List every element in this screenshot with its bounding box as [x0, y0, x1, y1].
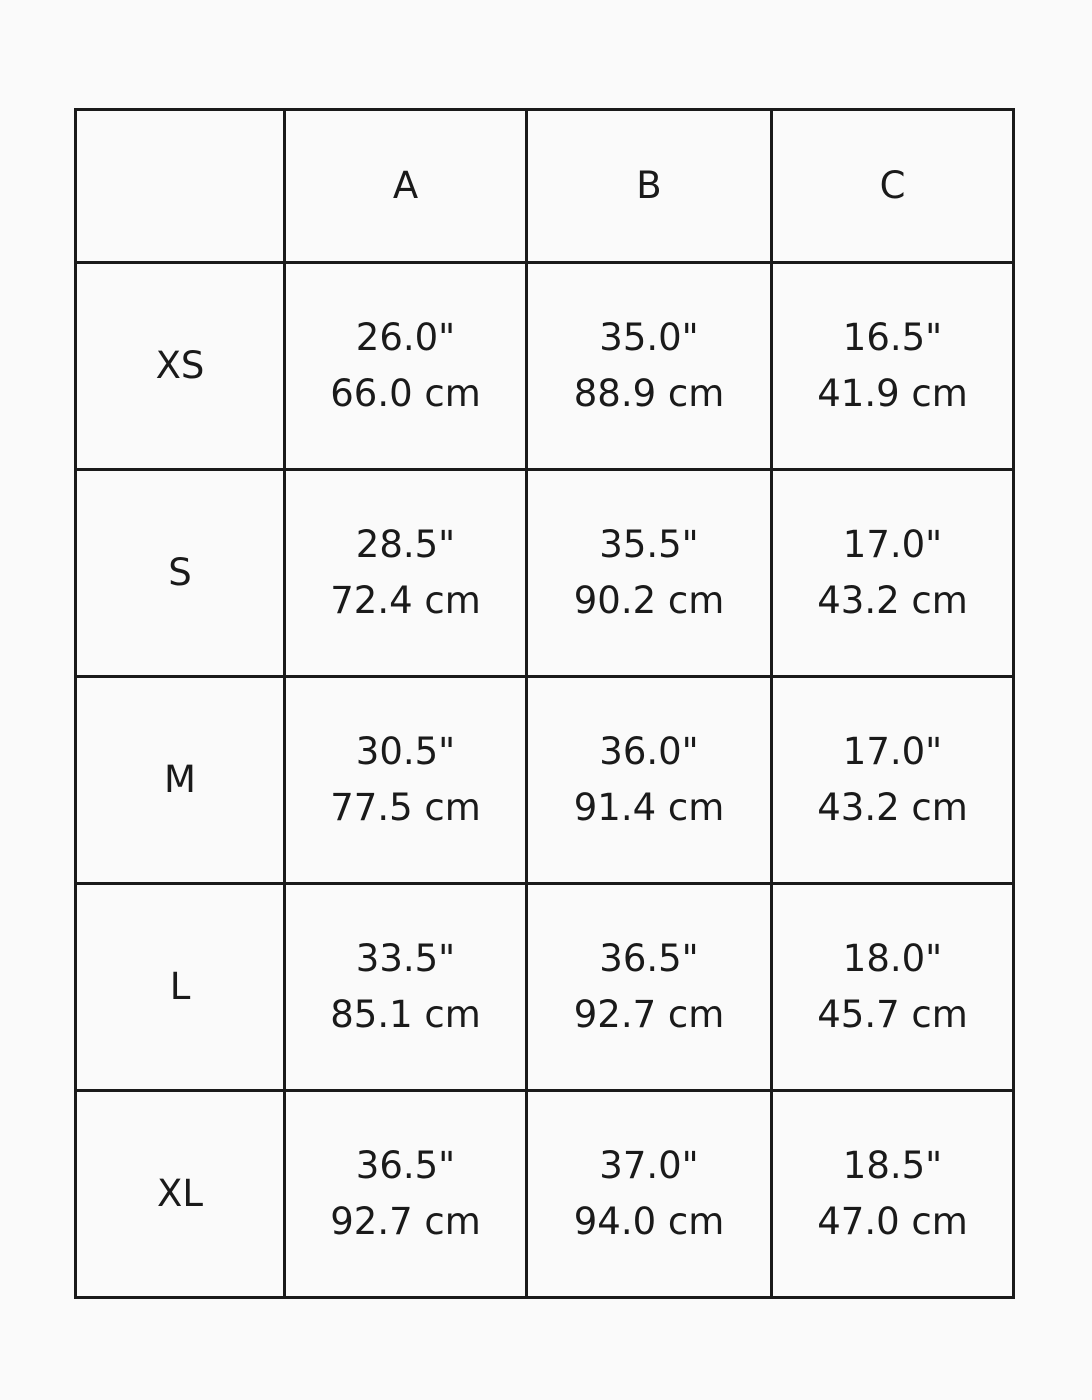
measurement-cell: [772, 263, 1014, 470]
inches-value: 17.0": [842, 730, 943, 773]
measurement-cell: [527, 1091, 772, 1298]
inches-value: 36.0": [599, 730, 699, 773]
cm-value: 91.4 cm: [573, 786, 725, 829]
cm-value: 45.7 cm: [817, 993, 968, 1036]
measurement-cell: [772, 677, 1014, 884]
inches-value: 37.0": [599, 1144, 699, 1187]
cm-value: 88.9 cm: [573, 372, 725, 415]
cm-value: 66.0 cm: [330, 372, 481, 415]
size-label: XS: [76, 263, 285, 470]
table-row: [76, 263, 1014, 470]
inches-value: 35.5": [599, 523, 699, 566]
cm-value: 41.9 cm: [817, 372, 968, 415]
size-label: L: [76, 884, 285, 1091]
inches-value: 36.5": [599, 937, 699, 980]
measurement-cell: [285, 263, 527, 470]
inches-value: 35.0": [599, 316, 699, 359]
measurement-cell: [772, 470, 1014, 677]
table-row: [76, 677, 1014, 884]
measurement-cell: [285, 1091, 527, 1298]
column-header-b: B: [527, 110, 772, 263]
size-label: S: [76, 470, 285, 677]
table-header-row: [76, 110, 1014, 263]
corner-cell: [76, 110, 285, 263]
cm-value: 47.0 cm: [817, 1200, 968, 1243]
cm-value: 77.5 cm: [330, 786, 481, 829]
measurement-cell: [527, 263, 772, 470]
size-label: M: [76, 677, 285, 884]
cm-value: 92.7 cm: [330, 1200, 481, 1243]
measurement-cell: [285, 884, 527, 1091]
column-header-c: C: [772, 110, 1014, 263]
measurement-cell: [527, 884, 772, 1091]
inches-value: 16.5": [842, 316, 943, 359]
table-row: [76, 1091, 1014, 1298]
cm-value: 72.4 cm: [330, 579, 481, 622]
measurement-cell: [527, 677, 772, 884]
measurement-cell: [772, 884, 1014, 1091]
inches-value: 30.5": [355, 730, 456, 773]
cm-value: 43.2 cm: [817, 786, 968, 829]
measurement-cell: [772, 1091, 1014, 1298]
inches-value: 18.0": [842, 937, 943, 980]
inches-value: 26.0": [355, 316, 456, 359]
inches-value: 33.5": [355, 937, 456, 980]
size-label: XL: [76, 1091, 285, 1298]
table-row: [76, 884, 1014, 1091]
measurement-cell: [527, 470, 772, 677]
cm-value: 43.2 cm: [817, 579, 968, 622]
cm-value: 90.2 cm: [573, 579, 725, 622]
measurement-cell: [285, 470, 527, 677]
inches-value: 17.0": [842, 523, 943, 566]
table-row: [76, 470, 1014, 677]
inches-value: 18.5": [842, 1144, 943, 1187]
cm-value: 92.7 cm: [573, 993, 725, 1036]
cm-value: 85.1 cm: [330, 993, 481, 1036]
size-chart-table: [74, 108, 1015, 1299]
cm-value: 94.0 cm: [573, 1200, 725, 1243]
inches-value: 28.5": [355, 523, 456, 566]
measurement-cell: [285, 677, 527, 884]
inches-value: 36.5": [355, 1144, 456, 1187]
column-header-a: A: [285, 110, 527, 263]
